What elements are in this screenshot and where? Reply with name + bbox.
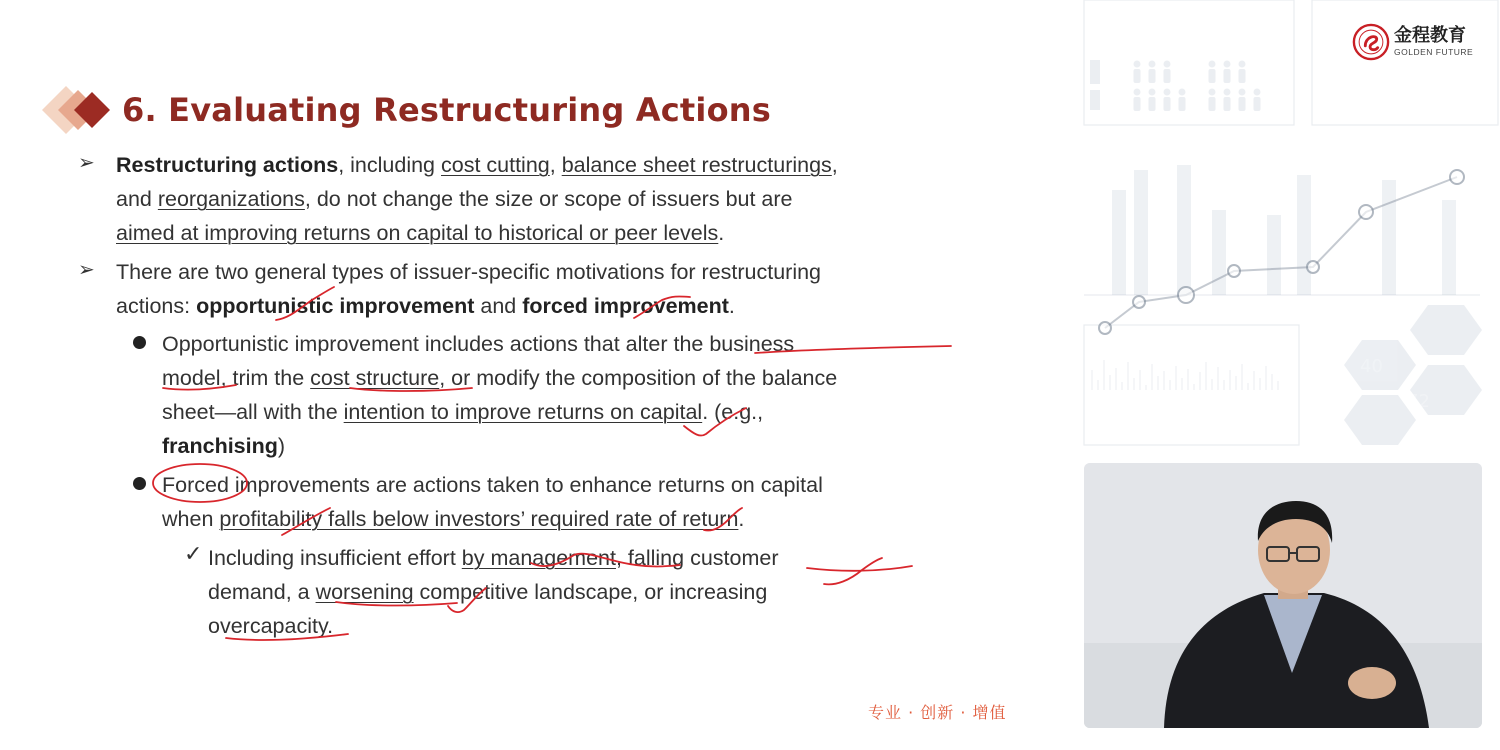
slide-title: 6. Evaluating Restructuring Actions xyxy=(122,91,771,129)
balance-sheet-restructurings-term: balance sheet restructurings xyxy=(561,153,832,177)
opportunistic-improvement-term: opportunistic improvement xyxy=(196,294,475,318)
cost-cutting-term: cost cutting xyxy=(441,153,550,177)
bullet-1-line-2: and reorganizations, do not change the size or scope of issuers but are xyxy=(116,187,793,211)
sub-bullet-2-line-1: Forced improvements are actions taken to enhance returns on capital xyxy=(162,473,823,497)
company-logo xyxy=(1352,22,1492,62)
dot-bullet-icon xyxy=(133,477,146,490)
check-bullet-icon: ✓ xyxy=(184,541,203,566)
check-bullet-line-3: overcapacity. xyxy=(208,614,334,638)
forced-improvement-term: forced improvement xyxy=(522,294,729,318)
sub-bullet-1-line-3: sheet—all with the intention to improve returns on capital. (e.g., xyxy=(162,400,764,424)
cost-structure-term: cost structure xyxy=(310,366,440,390)
arrow-bullet-icon: ➢ xyxy=(78,152,95,174)
footer-slogan: 专业 · 创新 · 增值 xyxy=(868,703,1007,722)
presenter-webcam-video xyxy=(1084,463,1482,728)
sub-bullet-1-line-1: Opportunistic improvement includes actions that alter the business xyxy=(162,332,795,356)
bullet-2-line-1: There are two general types of issuer-specific motivations for restructuring xyxy=(116,260,822,284)
restructuring-actions-term: Restructuring actions xyxy=(116,153,339,177)
check-bullet-line-1: Including insufficient effort by management, falling customer xyxy=(208,546,779,570)
check-bullet-line-2: demand, a worsening competitive landscape, or increasing xyxy=(208,580,768,604)
logo-english-name: GOLDEN FUTURE xyxy=(1394,47,1474,58)
bullet-2-line-2: actions: opportunistic improvement and forced improvement. xyxy=(116,294,735,318)
deco-number-1: 40 xyxy=(1360,356,1383,377)
franchising-term: franchising xyxy=(162,434,278,458)
arrow-bullet-icon: ➢ xyxy=(78,259,95,281)
sub-bullet-1-line-4: franchising) xyxy=(162,434,286,458)
sub-bullet-2-line-2: when profitability falls below investors’ required rate of return. xyxy=(162,507,745,531)
logo-chinese-name: 金程教育 xyxy=(1394,25,1466,47)
forced-term: Forced xyxy=(162,473,229,497)
golden-future-emblem-icon xyxy=(1352,23,1390,61)
decorative-infographic-background xyxy=(1082,0,1500,460)
bullet-1-line-3: aimed at improving returns on capital to historical or peer levels. xyxy=(116,221,725,245)
sub-bullet-1-line-2: model, trim the cost structure, or modify the composition of the balance xyxy=(162,366,838,390)
presenter-figure xyxy=(1084,463,1482,728)
reorganizations-term: reorganizations xyxy=(157,187,305,211)
bullet-1-line-1: Restructuring actions, including cost cutting, balance sheet restructurings, xyxy=(116,153,838,177)
dot-bullet-icon xyxy=(133,336,146,349)
deco-number-2: 72 xyxy=(1407,391,1430,412)
